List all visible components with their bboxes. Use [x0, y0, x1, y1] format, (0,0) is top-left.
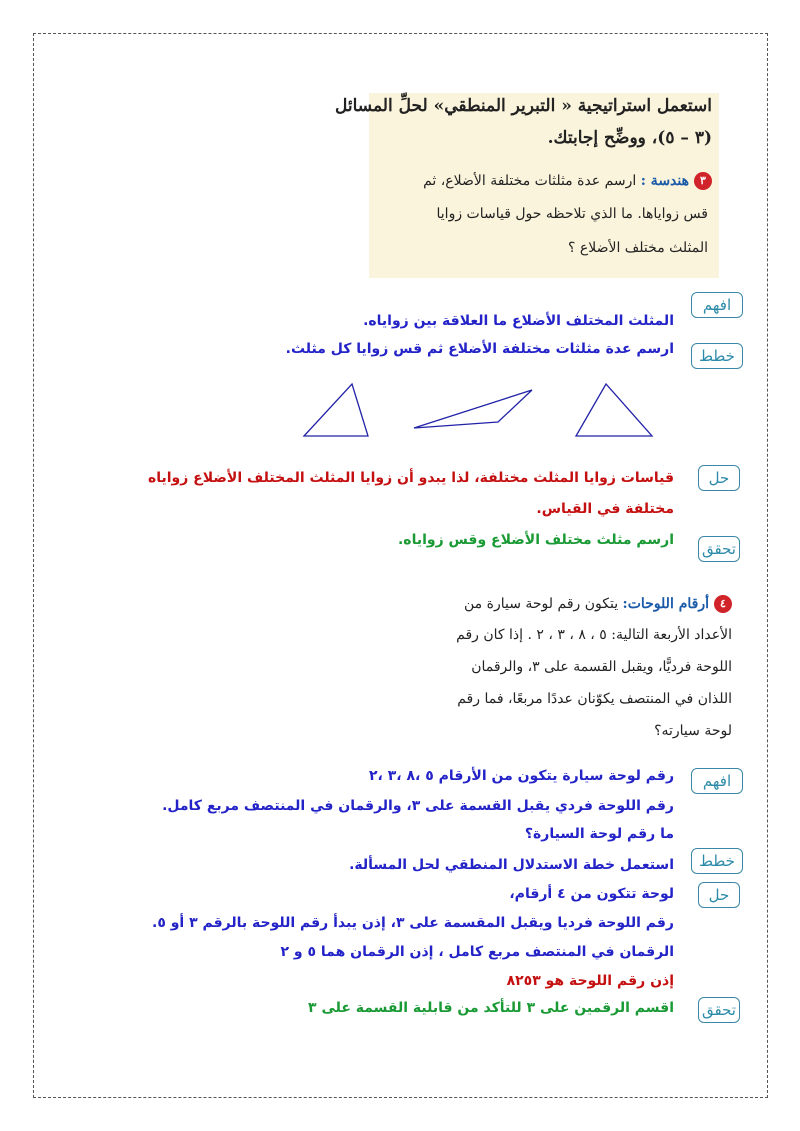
q3-text-line2: قس زواياها. ما الذي تلاحظه حول قياسات زوايا [436, 206, 708, 222]
q4-solve-text3: الرقمان في المنتصف مربع كامل ، إذن الرقمان هما ٥ و ٢ [280, 944, 674, 960]
q4-heading: أرقام اللوحات: [622, 596, 709, 612]
q4-number-badge: ٤ [714, 595, 732, 613]
q4-text-line4: اللذان في المنتصف يكوّنان عددًا مربعًا، فما رقم [457, 691, 732, 707]
label-plan-2: خطط [691, 848, 743, 874]
q4-text-line2: الأعداد الأربعة التالية: ٥ ، ٨ ، ٣ ، ٢ . إذا كان رقم [456, 627, 732, 643]
q3-solve-text-line2: مختلفة في القياس. [536, 501, 674, 517]
q4-understand-text3: ما رقم لوحة السيارة؟ [524, 826, 674, 842]
q3-heading: هندسة : [640, 173, 689, 189]
q3-text-line3: المثلث مختلف الأضلاع ؟ [568, 240, 708, 256]
q4-understand-text1: رقم لوحة سيارة يتكون من الأرقام ٥ ،٨ ،٣ ،٢ [369, 768, 674, 784]
label-solve: حل [698, 465, 740, 491]
triangle-2 [414, 390, 532, 428]
label-plan: خطط [691, 343, 743, 369]
q4-check-text: اقسم الرقمين على ٣ للتأكد من قابلية القسمة على ٣ [308, 1000, 674, 1016]
q3-number-badge: ٣ [694, 172, 712, 190]
triangle-1 [304, 384, 368, 436]
label-understand-2: افهم [691, 768, 743, 794]
q4-solve-text1: لوحة تتكون من ٤ أرقام، [509, 886, 674, 902]
q3-text-line1: ارسم عدة مثلثات مختلفة الأضلاع، ثم [423, 173, 637, 189]
label-check-2: تحقق [698, 997, 740, 1023]
q4-solve-answer: إذن رقم اللوحة هو ٨٢٥٣ [506, 973, 674, 989]
q4-solve-text2: رقم اللوحة فرديا ويقبل المقسمة على ٣، إذن يبدأ رقم اللوحة بالرقم ٣ أو ٥. [151, 915, 674, 931]
q4-line1 [464, 595, 732, 613]
label-solve-2: حل [698, 882, 740, 908]
label-check: تحقق [698, 536, 740, 562]
strategy-instruction-line2: (٣ – ٥)، ووضِّح إجابتك. [547, 128, 712, 148]
q4-plan-text: استعمل خطة الاستدلال المنطقي لحل المسألة. [349, 857, 674, 873]
label-understand: افهم [691, 292, 743, 318]
q3-check-text: ارسم مثلث مختلف الأضلاع وقس زواياه. [397, 532, 674, 548]
q3-understand-text: المثلث المختلف الأضلاع ما العلاقة بين زواياه. [363, 313, 674, 329]
q4-text-line5: لوحة سيارته؟ [654, 723, 732, 739]
triangle-3 [576, 384, 652, 436]
q3-line1 [423, 172, 712, 190]
q4-text-line3: اللوحة فرديًّا، ويقبل القسمة على ٣، والرقمان [471, 659, 732, 675]
q4-text-line1: يتكون رقم لوحة سيارة من [464, 596, 619, 612]
triangles-illustration [300, 380, 660, 440]
strategy-instruction-line1: استعمل استراتيجية « التبرير المنطقي» لحلِّ المسائل [335, 96, 712, 116]
q3-plan-text: ارسم عدة مثلثات مختلفة الأضلاع ثم قس زوايا كل مثلث. [285, 341, 674, 357]
q3-solve-text-line1: قياسات زوايا المثلث مختلفة، لذا يبدو أن زوايا المثلث المختلف الأضلاع زواياه [147, 470, 674, 486]
q4-understand-text2: رقم اللوحة فردي يقبل القسمة على ٣، والرقمان في المنتصف مربع كامل. [162, 798, 674, 814]
